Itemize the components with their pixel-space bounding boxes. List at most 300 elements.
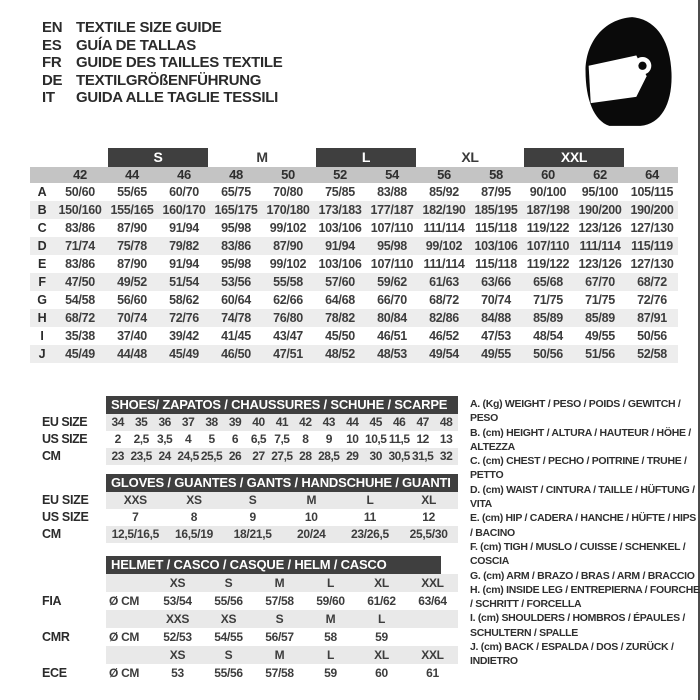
helmet-table xyxy=(30,556,458,682)
unit-cell: Ø CM xyxy=(109,630,140,644)
table-cell: 111/114 xyxy=(423,257,465,271)
gloves-table xyxy=(30,474,458,543)
helmet-fia-row xyxy=(30,592,458,610)
table-cell: 99/102 xyxy=(269,257,307,271)
table-cell: 57/60 xyxy=(325,275,355,289)
row-label: F xyxy=(38,275,46,289)
table-cell: 63/64 xyxy=(418,594,447,608)
shoes-cm-row xyxy=(30,448,458,465)
table-cell: 24,5 xyxy=(177,449,199,463)
legend-item: J. (cm) BACK / ESPALDA / DOS / ZURÜCK / INDIETRO xyxy=(470,641,674,668)
table-cell: 95/100 xyxy=(581,185,619,199)
table-cell: 160/170 xyxy=(162,203,206,217)
measurement-row-b xyxy=(30,201,678,219)
table-cell: M xyxy=(282,492,341,509)
gloves-cm-row xyxy=(30,526,458,543)
table-cell: L xyxy=(305,574,356,592)
table-cell: 70/80 xyxy=(273,185,303,199)
table-cell: XXS xyxy=(106,492,165,509)
table-cell: 90/100 xyxy=(529,185,567,199)
table-cell: 18/21,5 xyxy=(223,526,282,543)
table-cell: 119/122 xyxy=(526,257,570,271)
language-row xyxy=(42,37,282,55)
table-cell: 71/75 xyxy=(533,293,563,307)
measurement-row-f xyxy=(30,273,678,291)
table-cell: 36 xyxy=(153,414,176,431)
table-cell: 99/102 xyxy=(269,221,307,235)
table-cell: 24 xyxy=(153,448,176,465)
table-cell: XL xyxy=(356,574,407,592)
table-cell: 155/165 xyxy=(110,203,154,217)
language-code: DE xyxy=(42,71,63,89)
table-cell: 58/62 xyxy=(169,293,199,307)
table-cell: 80/84 xyxy=(377,311,407,325)
size-cell: 44 xyxy=(125,167,139,182)
table-cell: 44/48 xyxy=(117,347,147,361)
legend-item: B. (cm) HEIGHT / ALTURA / HAUTEUR / HÖHE / ALTEZZA xyxy=(470,426,691,453)
table-cell: 65/68 xyxy=(533,275,563,289)
measurement-row-e xyxy=(30,255,678,273)
size-group-m: M xyxy=(256,149,268,165)
table-cell: 55/58 xyxy=(273,275,303,289)
textile-size-table xyxy=(30,148,678,363)
table-cell: 46/50 xyxy=(221,347,251,361)
table-cell: 71/74 xyxy=(65,239,95,253)
table-cell: 65/75 xyxy=(221,185,251,199)
table-cell: 83/88 xyxy=(377,185,407,199)
table-cell: 74/78 xyxy=(221,311,251,325)
table-cell: 47 xyxy=(411,414,434,431)
table-cell: 91/94 xyxy=(325,239,355,253)
table-cell: 84/88 xyxy=(481,311,511,325)
row-label xyxy=(30,574,106,592)
table-cell: XL xyxy=(356,646,407,664)
table-cell: 83/86 xyxy=(65,257,95,271)
table-cell: 55/56 xyxy=(214,594,243,608)
table-cell: 27,5 xyxy=(271,449,293,463)
table-cell: 48 xyxy=(434,414,457,431)
table-cell: 50/56 xyxy=(637,329,667,343)
language-title: TEXTILGRÖßENFÜHRUNG xyxy=(76,71,262,89)
unit-cell xyxy=(106,610,152,628)
size-cell: 42 xyxy=(73,167,87,182)
table-cell: 68/72 xyxy=(65,311,95,325)
table-cell: 61/62 xyxy=(367,594,396,608)
table-cell: 83/86 xyxy=(65,221,95,235)
row-label: EU SIZE xyxy=(42,493,89,507)
helmet-ece-sizes-row xyxy=(30,646,458,664)
table-cell xyxy=(407,610,458,628)
table-cell: 123/126 xyxy=(578,221,622,235)
table-cell: 10,5 xyxy=(365,432,387,446)
table-cell: 47/51 xyxy=(273,347,303,361)
table-cell: 57/58 xyxy=(265,594,294,608)
table-cell: 71/75 xyxy=(585,293,615,307)
row-label xyxy=(30,646,106,664)
table-cell: 57/58 xyxy=(265,666,294,680)
table-cell: 103/106 xyxy=(318,221,362,235)
row-label: EU SIZE xyxy=(42,415,88,429)
table-cell: 55/65 xyxy=(117,185,147,199)
table-cell: 75/85 xyxy=(325,185,355,199)
table-cell: 29 xyxy=(341,448,364,465)
language-code: EN xyxy=(42,19,63,36)
table-cell: 47/53 xyxy=(481,329,511,343)
table-cell: 78/82 xyxy=(325,311,355,325)
shoes-table xyxy=(30,396,458,465)
size-cell: 54 xyxy=(385,167,399,182)
helmet-header: HELMET / CASCO / CASQUE / HELM / CASCO xyxy=(106,556,441,574)
legend-item: I. (cm) SHOULDERS / HOMBROS / ÉPAULES / SCHULTERN / SPALLE xyxy=(470,612,686,639)
table-cell: 68/72 xyxy=(637,275,667,289)
table-cell: 103/106 xyxy=(318,257,362,271)
table-cell: 72/76 xyxy=(169,311,199,325)
table-cell: 56/60 xyxy=(117,293,147,307)
table-cell: 87/90 xyxy=(117,221,147,235)
table-cell: 27 xyxy=(247,448,270,465)
table-cell: 46 xyxy=(387,414,410,431)
table-cell: 52/53 xyxy=(163,630,192,644)
table-cell: M xyxy=(254,574,305,592)
size-group-xxl: XXL xyxy=(524,148,624,167)
row-label: J xyxy=(38,347,46,361)
shoes-us-row xyxy=(30,431,458,448)
legend-item: C. (cm) CHEST / PECHO / POITRINE / TRUHE / PETTO xyxy=(470,455,687,482)
table-cell: 12 xyxy=(422,510,435,524)
table-cell: 182/190 xyxy=(422,203,466,217)
table-cell: 107/110 xyxy=(370,257,414,271)
table-cell: 95/98 xyxy=(221,221,251,235)
shoes-header: SHOES/ ZAPATOS / CHAUSSURES / SCHUHE / SCARPE xyxy=(106,396,458,414)
table-cell: XS xyxy=(165,492,224,509)
table-cell: XS xyxy=(152,574,203,592)
table-cell: 38 xyxy=(200,414,223,431)
table-cell: 150/160 xyxy=(58,203,102,217)
table-cell: 25,5/30 xyxy=(399,526,458,543)
measurement-row-d xyxy=(30,237,678,255)
table-cell: 59/62 xyxy=(377,275,407,289)
measurement-legend xyxy=(470,397,700,669)
table-cell: 123/126 xyxy=(578,257,622,271)
table-cell: 49/55 xyxy=(585,329,615,343)
table-cell: L xyxy=(305,646,356,664)
table-cell: 107/110 xyxy=(526,239,570,253)
unit-cell xyxy=(106,574,152,592)
table-cell: 61 xyxy=(426,666,439,680)
table-cell: 87/90 xyxy=(117,257,147,271)
table-cell: 7 xyxy=(132,510,139,524)
table-cell: 85/89 xyxy=(585,311,615,325)
table-cell: 61/63 xyxy=(429,275,459,289)
table-cell: 2,5 xyxy=(133,432,149,446)
table-cell: 170/180 xyxy=(266,203,310,217)
row-label xyxy=(30,610,106,628)
table-cell: 51/56 xyxy=(585,347,615,361)
table-cell: 3,5 xyxy=(157,432,173,446)
table-cell: 34 xyxy=(106,414,129,431)
size-spacer xyxy=(30,167,54,183)
language-code: FR xyxy=(42,54,62,71)
row-label: FIA xyxy=(42,594,62,608)
table-cell: S xyxy=(203,574,254,592)
legend-item: A. (Kg) WEIGHT / PESO / POIDS / GEWITCH / PESO xyxy=(470,398,681,425)
table-cell: 53/56 xyxy=(221,275,251,289)
row-label: CMR xyxy=(42,630,70,644)
measurement-row-i xyxy=(30,327,678,345)
table-cell: 42 xyxy=(294,414,317,431)
language-row xyxy=(42,72,282,90)
table-cell: 49/52 xyxy=(117,275,147,289)
table-cell: 127/130 xyxy=(630,257,674,271)
table-cell: 30 xyxy=(364,448,387,465)
table-cell: 99/102 xyxy=(425,239,463,253)
table-cell: 50/60 xyxy=(65,185,95,199)
table-cell: XL xyxy=(399,492,458,509)
language-title-list xyxy=(42,19,282,107)
table-cell: 55/56 xyxy=(214,666,243,680)
table-cell: 59 xyxy=(324,666,337,680)
language-title: GUÍA DE TALLAS xyxy=(76,36,196,54)
table-cell: M xyxy=(305,610,356,628)
table-cell: 53 xyxy=(171,666,184,680)
table-cell: 52/58 xyxy=(637,347,667,361)
gloves-us-row xyxy=(30,509,458,526)
table-cell: 111/114 xyxy=(423,221,465,235)
size-cell: 56 xyxy=(437,167,451,182)
table-cell: 59/60 xyxy=(316,594,345,608)
table-cell: 91/94 xyxy=(169,257,199,271)
size-group-header-row xyxy=(30,148,678,167)
table-cell: 11,5 xyxy=(388,432,410,446)
table-cell: 87/91 xyxy=(637,311,667,325)
row-label: US SIZE xyxy=(42,510,89,524)
row-label: I xyxy=(40,329,44,343)
language-title: GUIDA ALLE TAGLIE TESSILI xyxy=(76,89,278,106)
table-cell: 30,5 xyxy=(388,449,410,463)
table-cell: 76/80 xyxy=(273,311,303,325)
table-cell: 83/86 xyxy=(221,239,251,253)
row-label: CM xyxy=(42,527,61,541)
table-cell: 43 xyxy=(317,414,340,431)
table-cell: 107/110 xyxy=(370,221,414,235)
table-cell: 82/86 xyxy=(429,311,459,325)
table-cell: 54/55 xyxy=(214,630,243,644)
table-cell: XXL xyxy=(407,574,458,592)
table-cell: 6 xyxy=(231,432,239,446)
helmet-rows xyxy=(30,574,458,682)
table-cell: 185/195 xyxy=(474,203,518,217)
measurement-row-h xyxy=(30,309,678,327)
table-cell: 165/175 xyxy=(214,203,258,217)
size-cell: 60 xyxy=(541,167,555,182)
language-title: GUIDE DES TAILLES TEXTILE xyxy=(76,54,283,71)
table-cell: 115/118 xyxy=(475,257,517,271)
size-cell: 48 xyxy=(229,167,243,182)
table-cell: 119/122 xyxy=(526,221,570,235)
language-row xyxy=(42,89,282,107)
table-cell: 6,5 xyxy=(250,432,267,446)
table-cell: 111/114 xyxy=(579,239,621,253)
table-cell: 60/70 xyxy=(169,185,199,199)
table-cell: 37/40 xyxy=(117,329,147,343)
table-cell: L xyxy=(356,610,407,628)
table-cell: 70/74 xyxy=(117,311,147,325)
table-cell: 68/72 xyxy=(429,293,459,307)
language-title: TEXTILE SIZE GUIDE xyxy=(76,19,222,36)
table-cell: 26 xyxy=(223,448,246,465)
table-cell: 46/51 xyxy=(377,329,407,343)
table-cell: 7,5 xyxy=(274,432,290,446)
table-cell: 32 xyxy=(434,448,457,465)
table-cell: 48/52 xyxy=(325,347,355,361)
table-cell: 187/198 xyxy=(526,203,570,217)
table-cell: 70/74 xyxy=(481,293,511,307)
table-cell: 105/115 xyxy=(630,185,674,199)
table-cell: 127/130 xyxy=(630,221,674,235)
table-cell: 95/98 xyxy=(377,239,407,253)
table-cell: L xyxy=(341,492,400,509)
table-cell: 44 xyxy=(341,414,364,431)
gloves-rows xyxy=(30,492,458,543)
table-cell: 12,5/16,5 xyxy=(106,526,165,543)
measurement-row-c xyxy=(30,219,678,237)
row-label: E xyxy=(37,257,47,271)
measurement-row-g xyxy=(30,291,678,309)
table-cell: 4 xyxy=(184,432,192,446)
table-cell: 12 xyxy=(416,432,429,446)
table-cell: 54/58 xyxy=(65,293,95,307)
row-label: A xyxy=(37,185,47,199)
table-cell: 11 xyxy=(363,510,376,524)
row-label: H xyxy=(37,311,47,325)
table-cell: 39/42 xyxy=(169,329,199,343)
language-row xyxy=(42,19,282,37)
table-cell: S xyxy=(223,492,282,509)
group-spacer xyxy=(30,148,106,167)
table-cell: 59 xyxy=(375,630,388,644)
table-cell: 190/200 xyxy=(578,203,622,217)
measurement-row-a xyxy=(30,183,678,201)
table-cell: 13 xyxy=(439,432,453,446)
table-cell: 53/54 xyxy=(163,594,192,608)
shoes-eu-row xyxy=(30,414,458,431)
row-label: G xyxy=(37,293,47,307)
table-cell: 45/50 xyxy=(325,329,355,343)
table-cell: 60/64 xyxy=(221,293,251,307)
table-cell: 9 xyxy=(325,432,332,446)
table-cell: 23/26,5 xyxy=(341,526,400,543)
table-cell: 8 xyxy=(190,510,198,524)
table-cell xyxy=(407,628,458,646)
table-cell: M xyxy=(254,646,305,664)
row-label: B xyxy=(37,203,47,217)
table-cell: 37 xyxy=(176,414,199,431)
table-cell: 39 xyxy=(223,414,246,431)
table-cell: 41 xyxy=(270,414,293,431)
table-cell: 173/183 xyxy=(318,203,362,217)
table-cell: 75/78 xyxy=(117,239,147,253)
language-code: IT xyxy=(42,89,55,106)
table-cell: 40 xyxy=(247,414,270,431)
helmet-cmr-row xyxy=(30,628,458,646)
gloves-header: GLOVES / GUANTES / GANTS / HANDSCHUHE / GUANTI xyxy=(106,474,458,492)
group-spacer xyxy=(626,148,678,167)
table-cell: 25,5 xyxy=(200,449,223,463)
table-cell: 87/95 xyxy=(481,185,511,199)
table-cell: 91/94 xyxy=(169,221,199,235)
table-cell: 56/57 xyxy=(265,630,294,644)
legend-item: H. (cm) INSIDE LEG / ENTREPIERNA / FOURCHE / SCHRITT / FORCELLA xyxy=(470,583,700,611)
table-cell: 72/76 xyxy=(637,293,667,307)
table-cell: 16,5/19 xyxy=(165,526,224,543)
row-label: C xyxy=(37,221,47,235)
table-cell: 58 xyxy=(324,630,337,644)
table-cell: 190/200 xyxy=(630,203,674,217)
table-cell: 67/70 xyxy=(585,275,615,289)
table-cell: 28 xyxy=(294,448,317,465)
table-cell: 85/89 xyxy=(533,311,563,325)
table-cell: S xyxy=(203,646,254,664)
language-row xyxy=(42,54,282,72)
table-cell: 9 xyxy=(249,510,256,524)
size-cell: 58 xyxy=(489,167,503,182)
table-cell: 45 xyxy=(364,414,387,431)
table-cell: 8 xyxy=(302,432,309,446)
table-cell: 95/98 xyxy=(221,257,251,271)
table-cell: 63/66 xyxy=(481,275,511,289)
table-cell: 47/50 xyxy=(65,275,95,289)
size-cell: 62 xyxy=(593,167,607,182)
table-cell: 66/70 xyxy=(377,293,407,307)
size-cell: 46 xyxy=(177,167,191,182)
table-cell: XXS xyxy=(152,610,203,628)
table-cell: 5 xyxy=(208,432,215,446)
size-number-row xyxy=(30,167,678,183)
table-cell: XS xyxy=(152,646,203,664)
helmet-cmr-sizes-row xyxy=(30,610,458,628)
measurement-rows xyxy=(30,183,678,363)
gloves-eu-row xyxy=(30,492,458,509)
table-cell: 23,5 xyxy=(130,449,152,463)
shoes-rows xyxy=(30,414,458,465)
row-label: ECE xyxy=(42,666,67,680)
racing-helmet-icon xyxy=(576,14,680,130)
legend-item: D. (cm) WAIST / CINTURA / TAILLE / HÜFTUNG / VITA xyxy=(470,483,695,511)
language-code: ES xyxy=(42,36,62,54)
table-cell: 23 xyxy=(106,448,129,465)
helmet-ece-row xyxy=(30,664,458,682)
table-cell: 60 xyxy=(375,666,388,680)
table-cell: 87/90 xyxy=(273,239,303,253)
table-cell: S xyxy=(254,610,305,628)
table-cell: 43/47 xyxy=(273,329,303,343)
table-cell: 45/49 xyxy=(65,347,95,361)
table-cell: 103/106 xyxy=(474,239,518,253)
table-cell: 48/54 xyxy=(533,329,563,343)
table-cell: 51/54 xyxy=(169,275,199,289)
table-cell: 41/45 xyxy=(221,329,251,343)
size-group-xl: XL xyxy=(461,149,479,165)
table-cell: 45/49 xyxy=(169,347,199,361)
table-cell: 115/118 xyxy=(475,221,517,235)
helmet-fia-sizes-row xyxy=(30,574,458,592)
table-cell: 10 xyxy=(304,510,318,524)
row-label: CM xyxy=(42,449,61,463)
legend-item: F. (cm) TIGH / MUSLO / CUISSE / SCHENKEL / COSCIA xyxy=(470,540,686,568)
table-cell: 35 xyxy=(129,414,152,431)
measurement-row-j xyxy=(30,345,678,363)
size-group-l: L xyxy=(316,148,416,167)
